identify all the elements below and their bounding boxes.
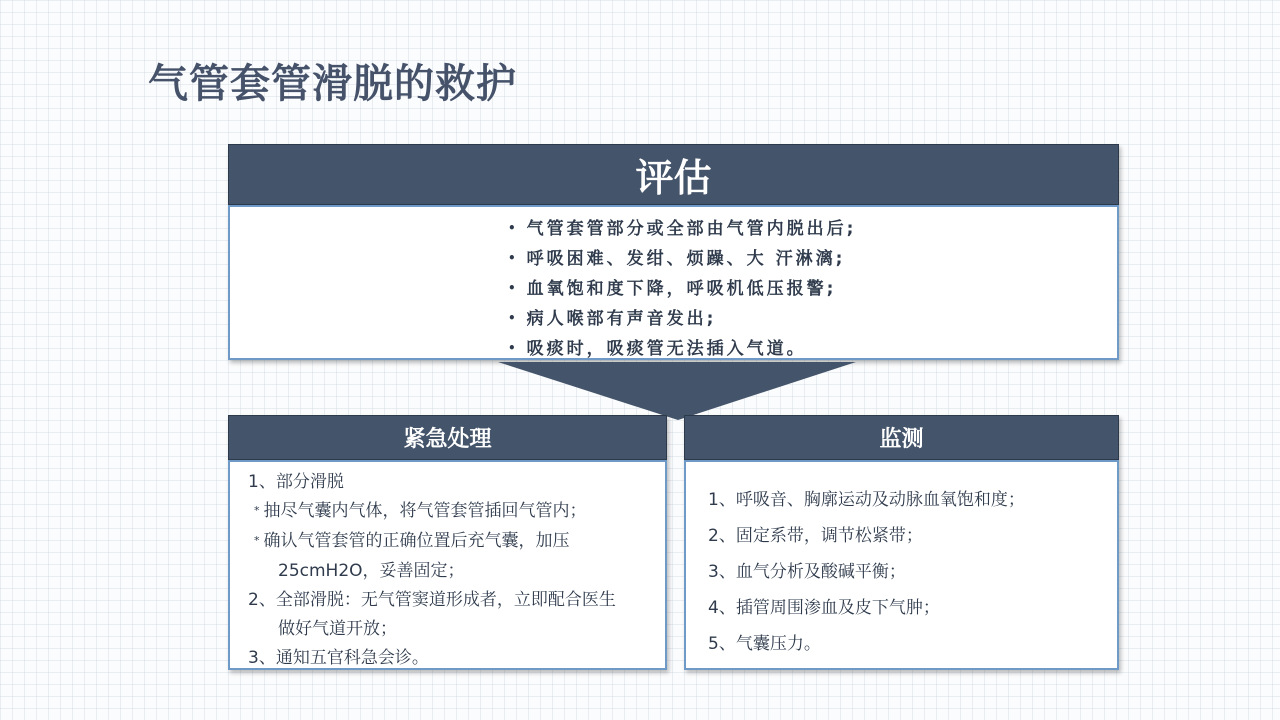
list-item: • 血氧饱和度下降，呼吸机低压报警;	[508, 279, 837, 299]
assessment-box	[228, 205, 1119, 360]
bullet-icon: •	[508, 341, 519, 355]
flow-arrow-icon	[498, 360, 856, 420]
emergency-header	[228, 415, 667, 460]
list-item: • 病人喉部有声音发出;	[508, 309, 717, 329]
bullet-icon: •	[508, 221, 519, 235]
emergency-list	[248, 468, 616, 673]
list-item: 3、通知五官科急会诊。	[248, 648, 429, 668]
list-item: * 抽尽气囊内气体，将气管套管插回气管内；	[254, 501, 587, 521]
list-item: 做好气道开放；	[278, 619, 397, 639]
list-item: • 呼吸困难、发绀、烦躁、大 汗淋漓;	[508, 249, 846, 269]
assessment-header	[228, 144, 1119, 205]
page-title: 气管套管滑脱的救护	[148, 61, 517, 107]
list-item: • 吸痰时，吸痰管无法插入气道。	[508, 339, 807, 359]
assessment-list	[508, 215, 856, 365]
bullet-icon: •	[508, 281, 519, 295]
monitoring-header-label: 监测	[879, 427, 924, 452]
list-item: 2、固定系带，调节松紧带；	[708, 526, 923, 546]
emergency-header-label: 紧急处理	[403, 427, 492, 452]
emergency-box	[228, 460, 667, 670]
list-item: 1、呼吸音、胸廓运动及动脉血氧饱和度；	[708, 490, 1025, 510]
monitoring-box	[684, 460, 1119, 670]
list-item: 1、部分滑脱	[248, 472, 344, 492]
bullet-icon: •	[508, 311, 519, 325]
list-item: 2、全部滑脱：无气管窦道形成者，立即配合医生	[248, 590, 616, 610]
bullet-icon: *	[254, 534, 260, 547]
list-item: 25cmH2O，妥善固定；	[278, 561, 465, 581]
monitoring-list	[708, 482, 1025, 662]
list-item: * 确认气管套管的正确位置后充气囊，加压	[254, 531, 570, 551]
assessment-header-label: 评估	[635, 156, 712, 200]
bullet-icon: *	[254, 504, 260, 517]
list-item: 3、血气分析及酸碱平衡；	[708, 562, 906, 582]
list-item: • 气管套管部分或全部由气管内脱出后;	[508, 219, 857, 239]
monitoring-header	[684, 415, 1119, 460]
bullet-icon: •	[508, 251, 519, 265]
list-item: 5、气囊压力。	[708, 634, 821, 654]
list-item: 4、插管周围渗血及皮下气肿；	[708, 598, 940, 618]
